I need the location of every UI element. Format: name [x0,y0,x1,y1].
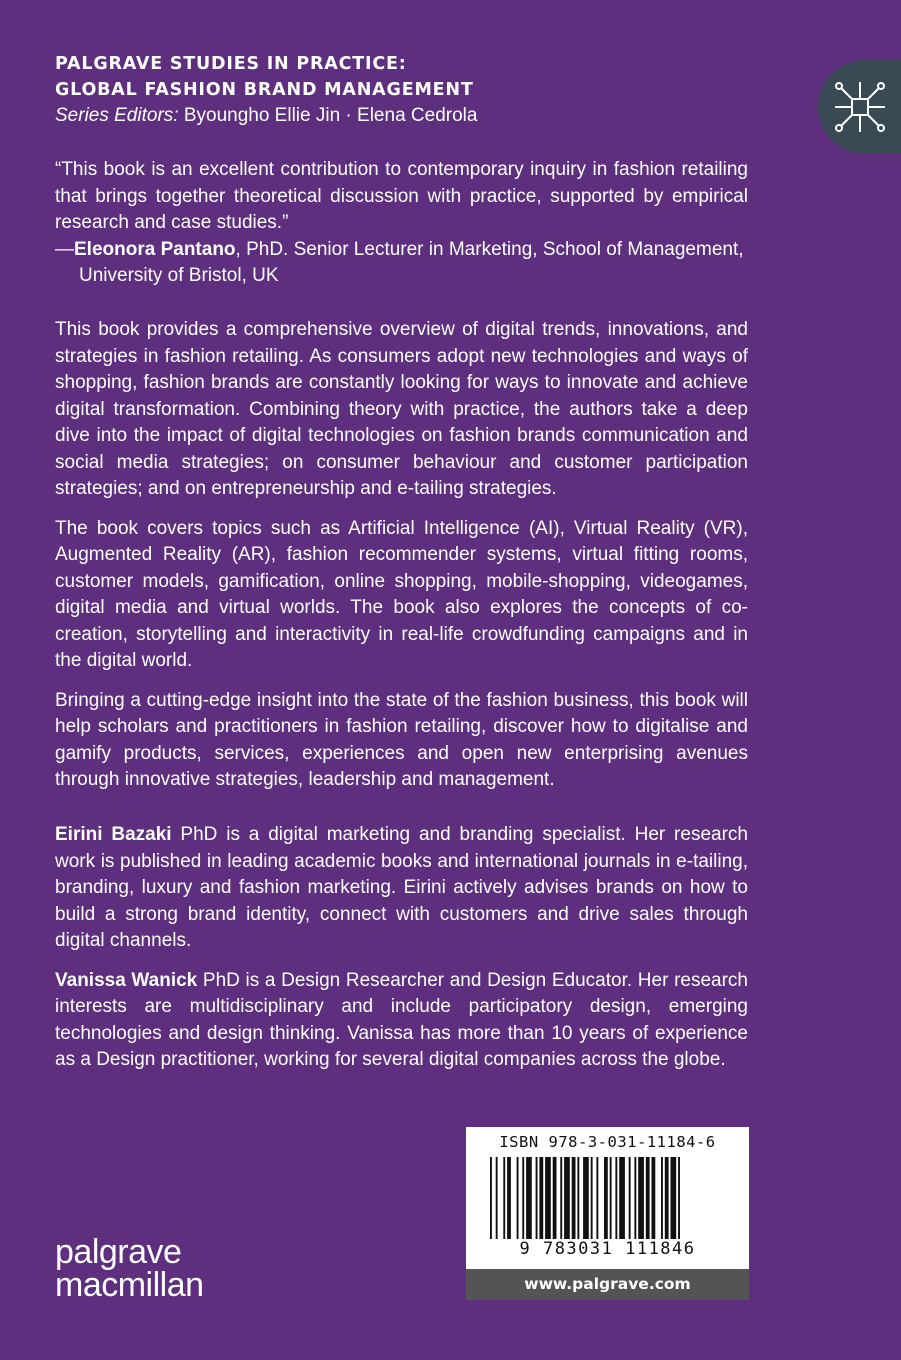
series-header [55,51,775,129]
series-title-line2: GLOBAL FASHION BRAND MANAGEMENT [55,80,474,100]
series-editors [55,103,775,129]
publisher-url: www.palgrave.com [466,1269,749,1300]
barcode-icon [490,1157,725,1239]
quote-attribution [55,237,748,290]
author-text-1: PhD is a digital marketing and branding specialist. Her research work is published in leading academic books and international journals in e-tailing, branding, luxury and fashion marketing. Eirini actively advises brands on how to build a strong brand identity, connect with customers and drive sales through digital channels. [55,824,748,951]
book-description [55,317,748,794]
publisher-logo-tab [818,60,901,154]
palgrave-network-icon [830,77,890,137]
series-title-line1: PALGRAVE STUDIES IN PRACTICE: [55,54,407,74]
quote-author: Eleonora Pantano [74,238,236,260]
author-bios [55,822,748,1074]
publisher-wordmark [55,1233,204,1304]
series-editors-names: Byoungho Ellie Jin · Elena Cedrola [183,105,478,126]
author-name-1: Eirini Bazaki [55,824,172,845]
quote-text: “This book is an excellent contribution to contemporary inquiry in fashion retailing that brings together theoretical discussion with practice, supported by empirical research and case studies.” [55,159,748,233]
quote-credentials: , PhD. Senior Lecturer in Marketing, School of Management, University of Bristol, UK [79,238,744,286]
publisher-wordmark-line1: palgrave [55,1233,182,1271]
description-paragraph-2: The book covers topics such as Artificial Intelligence (AI), Virtual Reality (VR), Augmented Reality (AR), fashion recommender systems, virtual fitting rooms, customer models, gamification, online shopping, mobile-shopping, videogames, digital media and virtual worlds. The book also explores the concepts of co-creation, storytelling and interactivity in real-life crowdfunding campaigns and in the digital world. [55,517,748,671]
publisher-wordmark-line2: macmillan [55,1266,204,1304]
isbn-label: ISBN 978-3-031-11184-6 [499,1133,716,1151]
author-bio-2 [55,968,748,1074]
author-name-2: Vanissa Wanick [55,969,198,991]
ean-digits: 9 783031 111846 [519,1239,696,1259]
description-paragraph-1: This book provides a comprehensive overview of digital trends, innovations, and strategies in fashion retailing. As consumers adopt new technologies and ways of shopping, fashion brands are constantly looking for ways to innovate and achieve digital transformation. Combining theory with practice, the authors take a deep dive into the impact of digital technologies on fashion brands communication and social media strategies; on consumer behaviour and customer participation strategies; and on entrepreneurship and e-tailing strategies. [55,319,748,499]
description-paragraph-3: Bringing a cutting-edge insight into the state of the fashion business, this book will help scholars and practitioners in fashion retailing, discover how to digitalise and gamify products, services, experiences and open new enterprising avenues through innovative strategies, leadership and management. [55,689,748,790]
author-bio-1 [55,822,748,955]
author-text-2: PhD is a Design Researcher and Design Educator. Her research interests are multidisciplinary and include participatory design, emerging technologies and design thinking. Vanissa has more than 10 years of experience as a Design practitioner, working for several digital companies across the globe. [55,969,748,1070]
series-editors-label: Series Editors: [55,105,179,126]
quote-dash: — [55,238,74,260]
barcode-box [466,1127,749,1300]
endorsement-quote [55,157,748,290]
